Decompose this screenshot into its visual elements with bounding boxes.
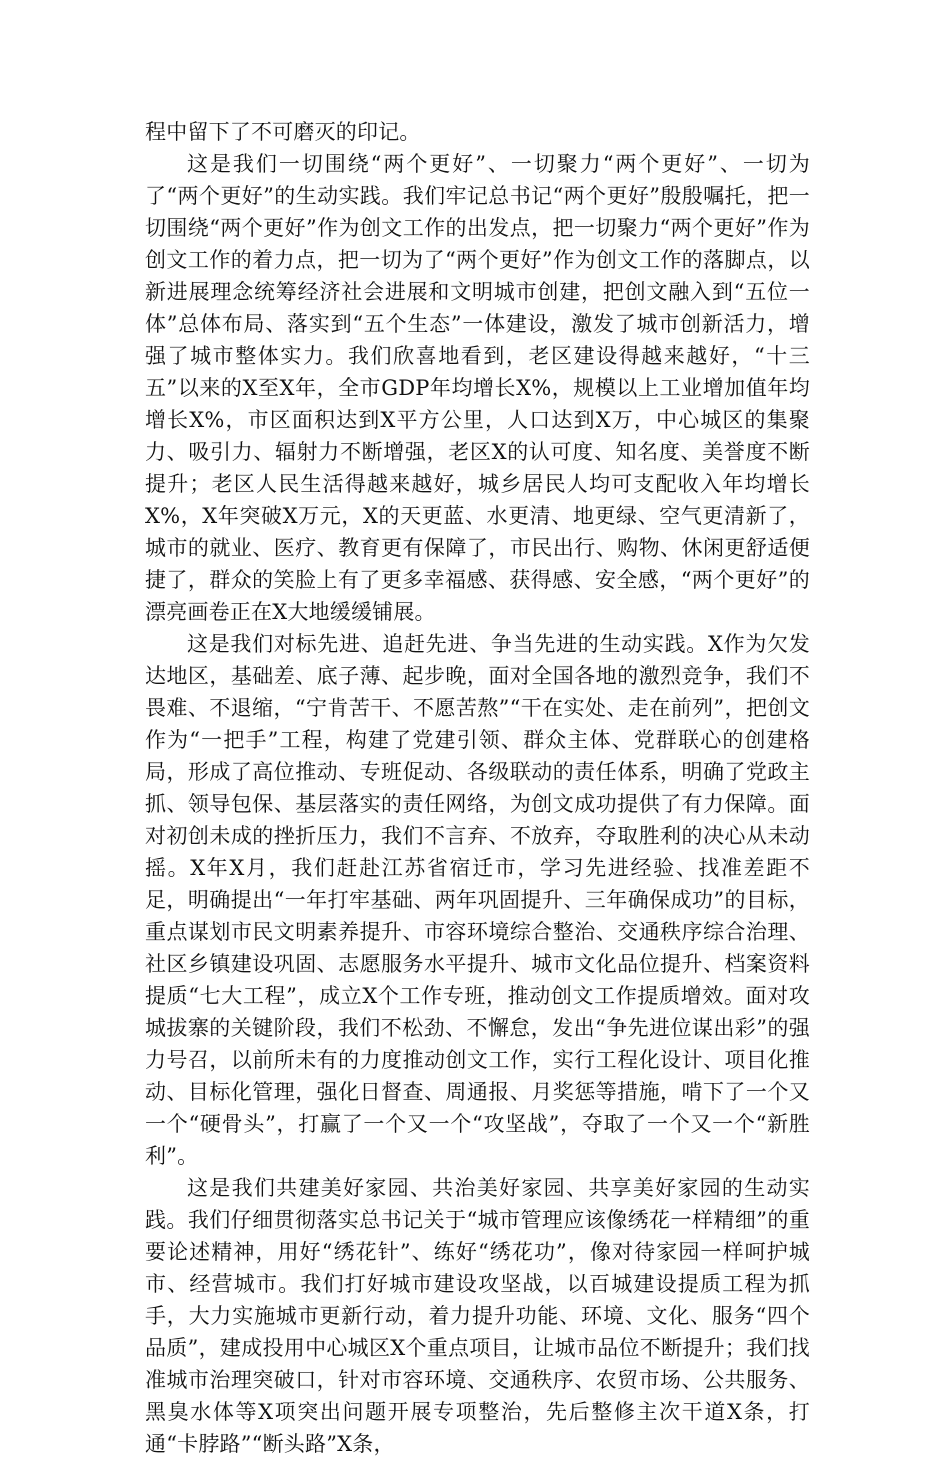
body-text	[145, 116, 810, 1460]
paragraph-1: 程中留下了不可磨灭的印记。	[145, 120, 421, 144]
paragraph-3: 这是我们对标先进、追赶先进、争当先进的生动实践。X作为欠发达地区，基础差、底子薄、起步晚，面对全国各地的激烈竞争，我们不畏难、不退缩，“宁肯苦干、不愿苦熬”“干在实处、走在前列”，把创文作为“一把手”工程，构建了党建引领、群众主体、党群联心的创建格局，形成了高位推动、专班促动、各级联动的责任体系，明确了党政主抓、领导包保、基层落实的责任网络，为创文成功提供了有力保障。面对初创未成的挫折压力，我们不言弃、不放弃，夺取胜利的决心从未动摇。X年X月，我们赶赴江苏省宿迁市，学习先进经验、找准差距不足，明确提出“一年打牢基础、两年巩固提升、三年确保成功”的目标，重点谋划市民文明素养提升、市容环境综合整治、交通秩序综合治理、社区乡镇建设巩固、志愿服务水平提升、城市文化品位提升、档案资料提质“七大工程”，成立X个工作专班，推动创文工作提质增效。面对攻城拔寨的关键阶段，我们不松劲、不懈怠，发出“争先进位谋出彩”的强力号召，以前所未有的力度推动创文工作，实行工程化设计、项目化推动、目标化管理，强化日督查、周通报、月奖惩等措施，啃下了一个又一个“硬骨头”，打赢了一个又一个“攻坚战”，夺取了一个又一个“新胜利”。	[145, 632, 810, 1168]
paragraph-2: 这是我们一切围绕“两个更好”、一切聚力“两个更好”、一切为了“两个更好”的生动实践。我们牢记总书记“两个更好”殷殷嘱托，把一切围绕“两个更好”作为创文工作的出发点，把一切聚力“两个更好”作为创文工作的着力点，把一切为了“两个更好”作为创文工作的落脚点，以新进展理念统筹经济社会进展和文明城市创建，把创文融入到“五位一体”总体布局、落实到“五个生态”一体建设，激发了城市创新活力，增强了城市整体实力。我们欣喜地看到，老区建设得越来越好，“十三五”以来的X至X年，全市GDP年均增长X%，规模以上工业增加值年均增长X%，市区面积达到X平方公里，人口达到X万，中心城区的集聚力、吸引力、辐射力不断增强，老区X的认可度、知名度、美誉度不断提升；老区人民生活得越来越好，城乡居民人均可支配收入年均增长X%，X年突破X万元，X的天更蓝、水更清、地更绿、空气更清新了，城市的就业、医疗、教育更有保障了，市民出行、购物、休闲更舒适便捷了，群众的笑脸上有了更多幸福感、获得感、安全感，“两个更好”的漂亮画卷正在X大地缓缓铺展。	[145, 152, 810, 624]
paragraph-4: 这是我们共建美好家园、共治美好家园、共享美好家园的生动实践。我们仔细贯彻落实总书记关于“城市管理应该像绣花一样精细”的重要论述精神，用好“绣花针”、练好“绣花功”，像对待家园一样呵护城市、经营城市。我们打好城市建设攻坚战，以百城建设提质工程为抓手，大力实施城市更新行动，着力提升功能、环境、文化、服务“四个品质”，建成投用中心城区X个重点项目，让城市品位不断提升；我们找准城市治理突破口，针对市容环境、交通秩序、农贸市场、公共服务、黑臭水体等X项突出问题开展专项整治，先后整修主次干道X条，打通“卡脖路”“断头路”X条，	[145, 1176, 810, 1456]
